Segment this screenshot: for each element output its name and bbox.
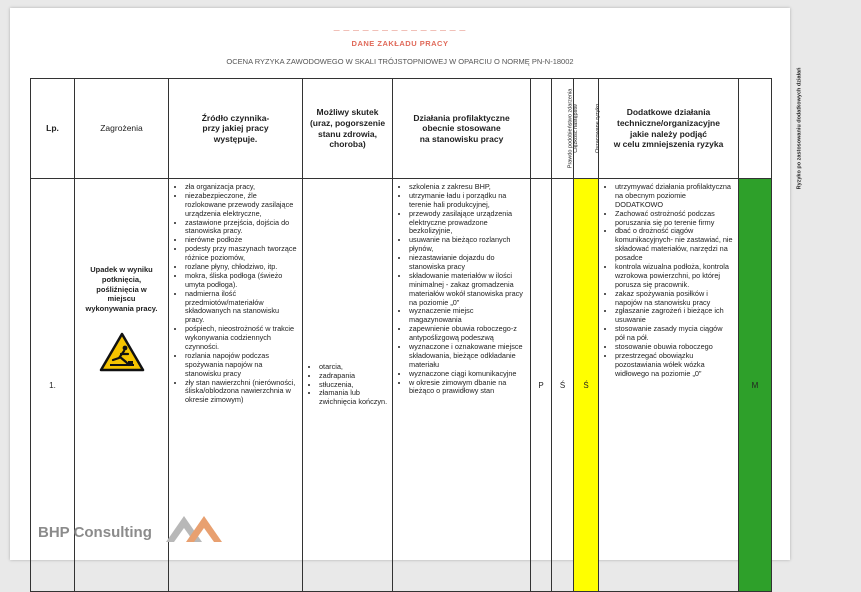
col-effect: Możliwy skutek (uraz, pogorszenie stanu zdrowia, choroba) [303, 79, 393, 179]
list-item: • rozlane płyny, chłodziwo, itp. [185, 263, 298, 272]
list-item: • złamania lub zwichnięcia kończyn. [319, 389, 388, 407]
company-name: DANE ZAKŁADU PRACY [351, 39, 449, 48]
risk-assessment-table [30, 67, 803, 592]
row-lp: 1. [31, 179, 75, 592]
list-item: • niezastawianie dojazdu do stanowiska pracy [409, 254, 526, 272]
row-risk-after: M [739, 179, 772, 592]
list-item: • podesty przy maszynach tworzące różnice poziomów, [185, 245, 298, 263]
list-item: • przestrzegać obowiązku pozostawiania wółek wózka widłowego na poziomie „0” [615, 352, 734, 379]
row-actions [393, 179, 531, 592]
list-item: • zadrapania [319, 372, 388, 381]
list-item: • zastawione przejścia, dojścia do stanowiska pracy. [185, 219, 298, 237]
list-item: • nierówne podłoże [185, 236, 298, 245]
row-severity: Ś [552, 179, 574, 592]
list-item: • składowanie materiałów w ilości minimalnej - zakaz gromadzenia materiałów wokół stanowiska pracy na poziomie „0” [409, 272, 526, 308]
list-item: • zakaz spożywania posiłków i napojów na stanowisku pracy [615, 290, 734, 308]
list-item: • rozlania napojów podczas spożywania napojów na stanowisku pracy [185, 352, 298, 379]
list-item: • przewody zasilające urządzenia elektryczne prowadzone bezkolizyjnie, [409, 210, 526, 237]
list-item: • stosowanie zasady mycia ciągów pół na pół. [615, 325, 734, 343]
list-item: • zła organizacja pracy, [185, 183, 298, 192]
list-item: • wyznaczenie miejsc magazynowania [409, 307, 526, 325]
warning-slip-icon [75, 332, 168, 374]
header-dashes: — — — — — — — — — — — — — — [333, 28, 467, 34]
col-severity: Ciężkość następstw [552, 79, 574, 179]
col-probability: Prawdo podobieństwo zdarzenia [531, 79, 552, 179]
row-effects [303, 179, 393, 592]
row-estimated-risk: Ś [574, 179, 599, 592]
row-probability: P [531, 179, 552, 592]
col-source: Źródło czynnika- przy jakiej pracy występuje. [169, 79, 303, 179]
logo-text: BHP Consulting [38, 524, 152, 541]
list-item: • dbać o drożność ciągów komunikacyjnych- nie zastawiać, nie składować materiałów, narzędzi na posadce [615, 227, 734, 263]
list-item: • zły stan nawierzchni (nierówności, śliska/oblodzona nawierzchnia w okresie zimowym) [185, 379, 298, 406]
col-risk-after: Ryzyko po zastosowaniu dodatkowych działań [739, 79, 772, 179]
list-item: • utrzymanie ładu i porządku na terenie hali produkcyjnej, [409, 192, 526, 210]
document-subtitle: OCENA RYZYKA ZAWODOWEGO W SKALI TRÓJSTOPNIOWEJ W OPARCIU O NORMĘ PN-N-18002 [226, 57, 574, 66]
list-item: • kontrola wizualna podłoża, kontrola wzrokowa powierzchni, po której porusza się pracownik. [615, 263, 734, 290]
list-item: • wyznaczone ciągi komunikacyjne [409, 370, 526, 379]
list-item: • niezabezpieczone, źle rozlokowane przewody zasilające urządzenia elektryczne, [185, 192, 298, 219]
col-estimated-risk: Oszacowane ryzyko [574, 79, 599, 179]
header-row [31, 79, 772, 179]
list-item: • nadmierna ilość przedmiotów/materiałów składowanych na stanowisku pracy. [185, 290, 298, 326]
list-item: • otarcia, [319, 363, 388, 372]
bhp-consulting-logo [38, 518, 238, 548]
col-actions: Działania profilaktyczne obecnie stosowane na stanowisku pracy [393, 79, 531, 179]
logo-roof-icon [156, 514, 236, 544]
list-item: • pośpiech, nieostrożność w trakcie wykonywania codziennych czynności. [185, 325, 298, 352]
col-lp: Lp. [31, 79, 75, 179]
col-additional: Dodatkowe działania techniczne/organizacyjne jakie należy podjąć w celu zmniejszenia ryzyka [599, 79, 739, 179]
list-item: • utrzymywać działania profilaktyczna na obecnym poziomie [615, 183, 734, 201]
list-item: • zapewnienie obuwia roboczego-z antypoślizgową podeszwą [409, 325, 526, 343]
row-hazard: Upadek w wyniku potknięcia, pośliźnięcia w miejscu wykonywania pracy. [85, 265, 158, 313]
list-item: • zgłaszanie zagrożeń i bieżące ich usuwanie [615, 307, 734, 325]
list-item: • w okresie zimowym dbanie na bieżąco o prawidłowy stan [409, 379, 526, 397]
list-item: • usuwanie na bieżąco rozlanych płynów, [409, 236, 526, 254]
list-item: • stosowanie obuwia roboczego [615, 343, 734, 352]
document-page [10, 8, 803, 560]
list-item: • Zachować ostrożność podczas poruszania się po terenie firmy [615, 210, 734, 228]
list-item: • wyznaczone i oznakowane miejsce składowania, bieżące odkładanie materiału [409, 343, 526, 370]
list-item: DODATKOWO [615, 199, 664, 209]
list-item: • stłuczenia, [319, 381, 388, 390]
row-additional [599, 179, 739, 592]
list-item: • mokra, śliska podłoga (świeżo umyta podłoga). [185, 272, 298, 290]
list-item: • szkolenia z zakresu BHP, [409, 183, 526, 192]
col-hazards: Zagrożenia [75, 79, 169, 179]
